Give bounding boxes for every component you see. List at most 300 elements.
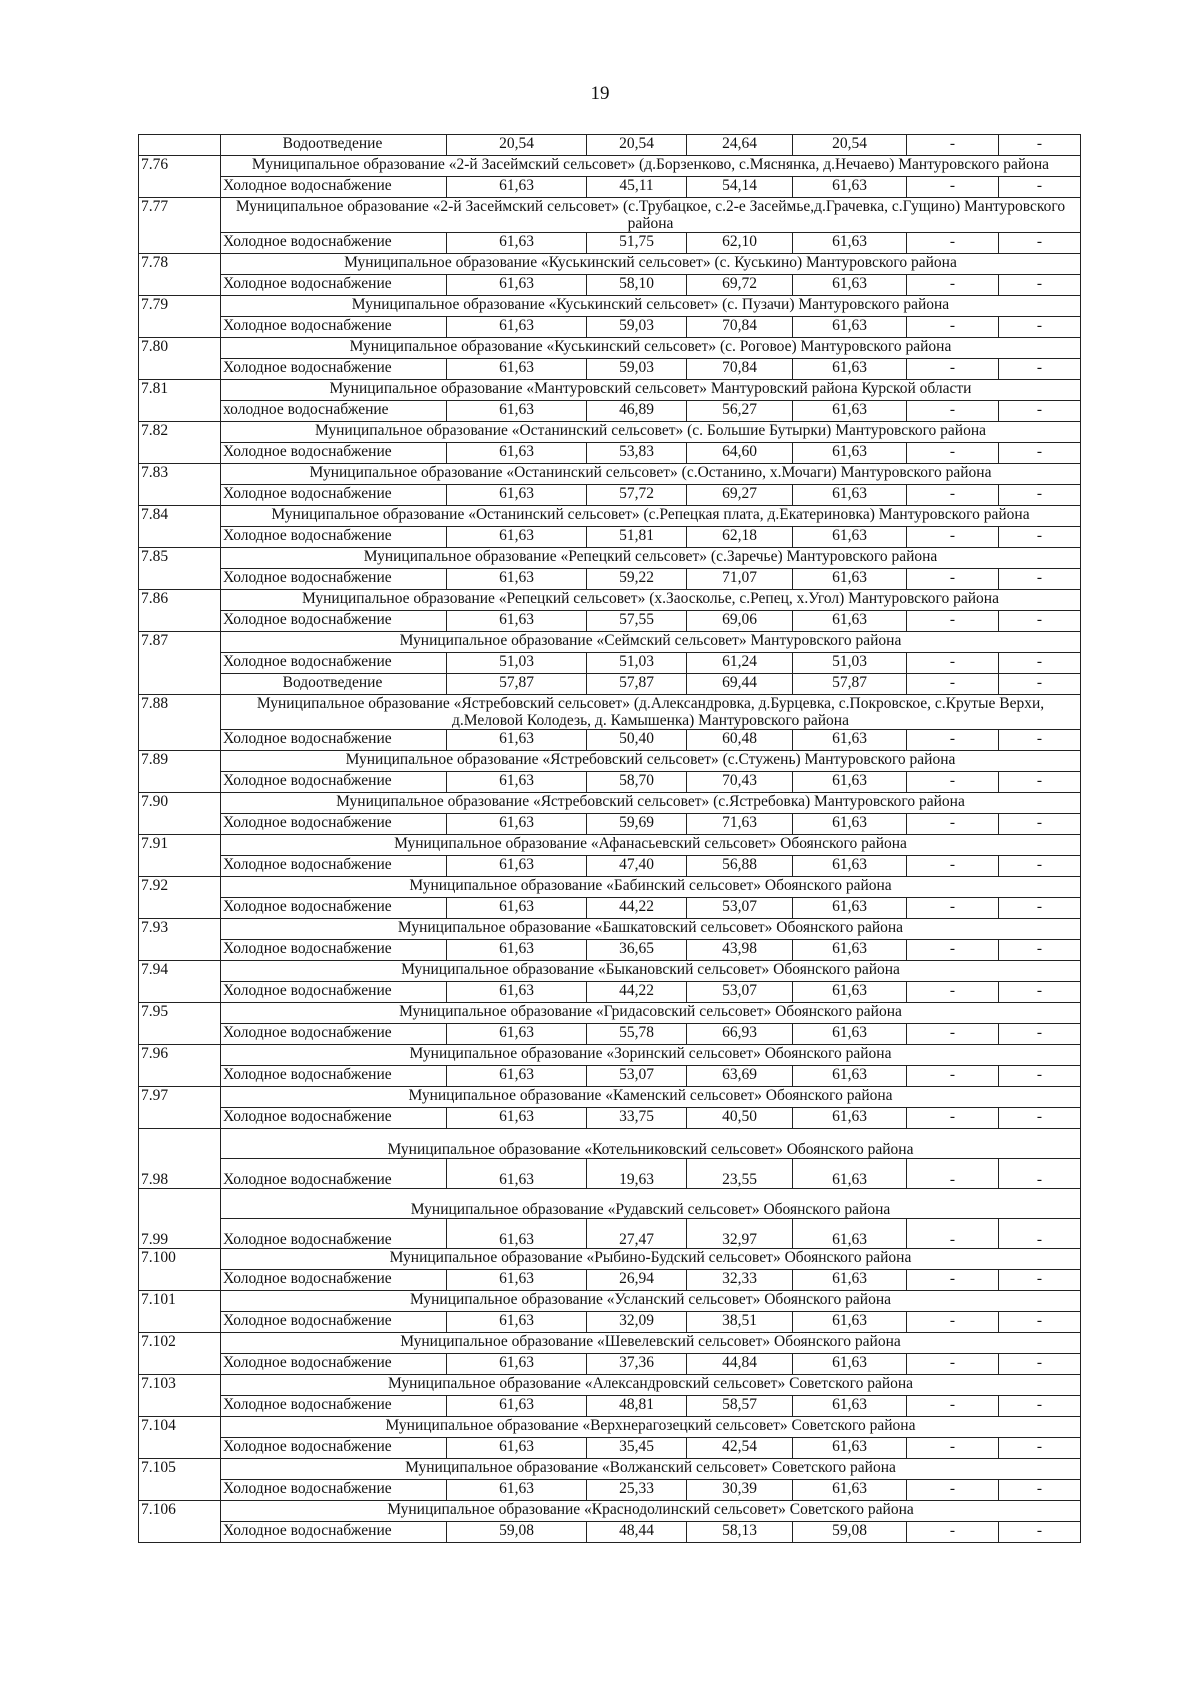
- service-cell: Холодное водоснабжение: [221, 1270, 447, 1291]
- tariff-value-cell: -: [999, 359, 1081, 380]
- table-row: [139, 674, 1081, 695]
- tariff-value-cell: 61,63: [447, 177, 587, 198]
- table-row: [139, 1159, 1081, 1189]
- table-row: [139, 275, 1081, 296]
- tariff-value-cell: -: [999, 1024, 1081, 1045]
- tariff-value-cell: -: [999, 674, 1081, 695]
- page-number: 19: [590, 83, 610, 104]
- service-cell: Водоотведение: [221, 135, 447, 156]
- section-number: 7.77: [139, 198, 221, 254]
- table-row: [139, 1396, 1081, 1417]
- service-cell: Холодное водоснабжение: [221, 275, 447, 296]
- row-number-cell: [139, 135, 221, 156]
- tariff-value-cell: -: [907, 772, 999, 793]
- tariff-value-cell: -: [999, 1480, 1081, 1501]
- tariff-value-cell: 61,63: [447, 814, 587, 835]
- table-row: [139, 1480, 1081, 1501]
- section-number: 7.106: [139, 1501, 221, 1543]
- tariff-value-cell: 61,63: [447, 1480, 587, 1501]
- tariff-value-cell: 59,08: [793, 1522, 907, 1543]
- tariff-value-cell: 59,69: [587, 814, 687, 835]
- tariff-value-cell: -: [907, 485, 999, 506]
- tariff-value-cell: 44,22: [587, 982, 687, 1003]
- tariff-value-cell: 42,54: [687, 1438, 793, 1459]
- municipality-title: Муниципальное образование «Афанасьевский сельсовет» Обоянского района: [221, 835, 1081, 856]
- tariff-value-cell: -: [999, 1219, 1081, 1249]
- tariff-value-cell: 69,06: [687, 611, 793, 632]
- section-header-row: [139, 156, 1081, 177]
- section-header-row: [139, 198, 1081, 233]
- section-number: 7.90: [139, 793, 221, 835]
- tariff-value-cell: 54,14: [687, 177, 793, 198]
- service-cell: Холодное водоснабжение: [221, 814, 447, 835]
- municipality-title: Муниципальное образование «Куськинский сельсовет» (с. Роговое) Мантуровского района: [221, 338, 1081, 359]
- tariff-value-cell: 61,63: [793, 1066, 907, 1087]
- tariff-value-cell: 69,72: [687, 275, 793, 296]
- tariff-value-cell: 61,63: [447, 1024, 587, 1045]
- tariff-value-cell: -: [907, 1396, 999, 1417]
- tariff-value-cell: 61,63: [447, 485, 587, 506]
- section-header-row: [139, 548, 1081, 569]
- service-cell: Холодное водоснабжение: [221, 1024, 447, 1045]
- tariff-value-cell: 61,63: [793, 898, 907, 919]
- service-cell: Холодное водоснабжение: [221, 569, 447, 590]
- tariff-value-cell: 25,33: [587, 1480, 687, 1501]
- tariff-value-cell: -: [907, 814, 999, 835]
- section-number: 7.98: [139, 1129, 221, 1189]
- municipality-title: Муниципальное образование «Ястребовский сельсовет» (с.Ястребовка) Мантуровского района: [221, 793, 1081, 814]
- tariff-value-cell: -: [907, 359, 999, 380]
- section-number: 7.89: [139, 751, 221, 793]
- service-cell: Холодное водоснабжение: [221, 730, 447, 751]
- service-cell: Холодное водоснабжение: [221, 233, 447, 254]
- tariff-value-cell: -: [999, 1270, 1081, 1291]
- municipality-title: Муниципальное образование «Быкановский сельсовет» Обоянского района: [221, 961, 1081, 982]
- tariff-value-cell: 47,40: [587, 856, 687, 877]
- section-number: 7.93: [139, 919, 221, 961]
- tariff-value-cell: 50,40: [587, 730, 687, 751]
- tariff-value-cell: 61,63: [447, 772, 587, 793]
- tariff-value-cell: 53,07: [587, 1066, 687, 1087]
- table-row: [139, 359, 1081, 380]
- table-row: [139, 1270, 1081, 1291]
- tariff-table: [138, 134, 1081, 1543]
- tariff-value-cell: 61,63: [447, 730, 587, 751]
- section-header-row: [139, 464, 1081, 485]
- municipality-title: Муниципальное образование «Краснодолинский сельсовет» Советского района: [221, 1501, 1081, 1522]
- service-cell: холодное водоснабжение: [221, 401, 447, 422]
- section-header-row: [139, 1459, 1081, 1480]
- tariff-value-cell: 61,63: [447, 527, 587, 548]
- section-header-row: [139, 835, 1081, 856]
- tariff-value-cell: -: [907, 443, 999, 464]
- section-header-row: [139, 1501, 1081, 1522]
- section-number: 7.88: [139, 695, 221, 751]
- service-cell: Холодное водоснабжение: [221, 1522, 447, 1543]
- section-header-row: [139, 1003, 1081, 1024]
- table-row: [139, 569, 1081, 590]
- section-number: 7.94: [139, 961, 221, 1003]
- tariff-value-cell: -: [999, 772, 1081, 793]
- tariff-value-cell: 61,63: [447, 1219, 587, 1249]
- tariff-value-cell: 62,18: [687, 527, 793, 548]
- municipality-title: Муниципальное образование «Мантуровский сельсовет» Мантуровский района Курской области: [221, 380, 1081, 401]
- tariff-value-cell: 61,63: [447, 401, 587, 422]
- municipality-title: Муниципальное образование «Волжанский сельсовет» Советского района: [221, 1459, 1081, 1480]
- tariff-value-cell: -: [907, 275, 999, 296]
- tariff-value-cell: 26,94: [587, 1270, 687, 1291]
- service-cell: Холодное водоснабжение: [221, 1438, 447, 1459]
- tariff-value-cell: 69,27: [687, 485, 793, 506]
- tariff-value-cell: 20,54: [793, 135, 907, 156]
- tariff-value-cell: 45,11: [587, 177, 687, 198]
- tariff-value-cell: 61,63: [447, 1312, 587, 1333]
- tariff-value-cell: 61,63: [793, 317, 907, 338]
- municipality-title: Муниципальное образование «Останинский сельсовет» (с.Репецкая плата, д.Екатериновка) Мантуровского района: [221, 506, 1081, 527]
- tariff-value-cell: 51,75: [587, 233, 687, 254]
- tariff-value-cell: -: [907, 1438, 999, 1459]
- tariff-value-cell: -: [907, 1108, 999, 1129]
- tariff-value-cell: 61,63: [793, 443, 907, 464]
- tariff-value-cell: 57,87: [447, 674, 587, 695]
- tariff-value-cell: -: [907, 940, 999, 961]
- tariff-value-cell: -: [999, 1312, 1081, 1333]
- tariff-value-cell: 61,63: [793, 569, 907, 590]
- tariff-value-cell: 43,98: [687, 940, 793, 961]
- service-cell: Холодное водоснабжение: [221, 856, 447, 877]
- tariff-value-cell: 37,36: [587, 1354, 687, 1375]
- tariff-value-cell: 61,63: [793, 814, 907, 835]
- tariff-value-cell: 27,47: [587, 1219, 687, 1249]
- tariff-value-cell: 61,63: [793, 1396, 907, 1417]
- tariff-value-cell: 48,81: [587, 1396, 687, 1417]
- tariff-value-cell: -: [999, 177, 1081, 198]
- tariff-value-cell: -: [999, 1522, 1081, 1543]
- service-cell: Холодное водоснабжение: [221, 1159, 447, 1189]
- section-number: 7.102: [139, 1333, 221, 1375]
- tariff-value-cell: -: [999, 485, 1081, 506]
- municipality-title: Муниципальное образование «Останинский сельсовет» (с.Останино, х.Мочаги) Мантуровского района: [221, 464, 1081, 485]
- tariff-value-cell: -: [907, 1354, 999, 1375]
- table-row: [139, 1312, 1081, 1333]
- section-number: 7.84: [139, 506, 221, 548]
- municipality-title: Муниципальное образование «Рыбино-Будский сельсовет» Обоянского района: [221, 1249, 1081, 1270]
- tariff-value-cell: 61,63: [793, 401, 907, 422]
- tariff-value-cell: 61,63: [447, 611, 587, 632]
- tariff-value-cell: -: [907, 1522, 999, 1543]
- tariff-value-cell: 53,07: [687, 982, 793, 1003]
- section-number: 7.85: [139, 548, 221, 590]
- tariff-value-cell: 61,63: [447, 898, 587, 919]
- tariff-value-cell: 61,63: [447, 359, 587, 380]
- service-cell: Холодное водоснабжение: [221, 317, 447, 338]
- tariff-value-cell: -: [999, 135, 1081, 156]
- tariff-value-cell: 61,63: [447, 940, 587, 961]
- tariff-value-cell: 20,54: [447, 135, 587, 156]
- service-cell: Холодное водоснабжение: [221, 1354, 447, 1375]
- section-header-row: [139, 296, 1081, 317]
- table-row: [139, 1354, 1081, 1375]
- municipality-title: Муниципальное образование «Шевелевский сельсовет» Обоянского района: [221, 1333, 1081, 1354]
- section-number: 7.101: [139, 1291, 221, 1333]
- tariff-value-cell: 61,63: [793, 1354, 907, 1375]
- tariff-value-cell: -: [999, 898, 1081, 919]
- section-number: 7.87: [139, 632, 221, 695]
- service-cell: Холодное водоснабжение: [221, 940, 447, 961]
- municipality-title: Муниципальное образование «Репецкий сельсовет» (с.Заречье) Мантуровского района: [221, 548, 1081, 569]
- tariff-value-cell: -: [999, 569, 1081, 590]
- tariff-value-cell: -: [999, 1354, 1081, 1375]
- section-header-row: [139, 422, 1081, 443]
- tariff-value-cell: 61,63: [447, 856, 587, 877]
- tariff-value-cell: 61,63: [447, 569, 587, 590]
- tariff-value-cell: 70,84: [687, 359, 793, 380]
- tariff-value-cell: 48,44: [587, 1522, 687, 1543]
- service-cell: Холодное водоснабжение: [221, 1312, 447, 1333]
- service-cell: Водоотведение: [221, 674, 447, 695]
- tariff-value-cell: 61,63: [793, 856, 907, 877]
- table-row: [139, 443, 1081, 464]
- tariff-value-cell: 61,63: [447, 1438, 587, 1459]
- table-row: [139, 233, 1081, 254]
- table-row: [139, 1219, 1081, 1249]
- tariff-value-cell: -: [907, 135, 999, 156]
- tariff-value-cell: 51,03: [587, 653, 687, 674]
- tariff-value-cell: -: [999, 527, 1081, 548]
- tariff-value-cell: 56,27: [687, 401, 793, 422]
- tariff-value-cell: 23,55: [687, 1159, 793, 1189]
- municipality-title: Муниципальное образование «Гридасовский сельсовет» Обоянского района: [221, 1003, 1081, 1024]
- table-row: [139, 1108, 1081, 1129]
- tariff-value-cell: 61,63: [447, 1396, 587, 1417]
- section-header-row: [139, 590, 1081, 611]
- municipality-title: Муниципальное образование «Александровский сельсовет» Советского района: [221, 1375, 1081, 1396]
- service-cell: Холодное водоснабжение: [221, 485, 447, 506]
- table-row: [139, 177, 1081, 198]
- table-row: [139, 940, 1081, 961]
- municipality-title: Муниципальное образование «Бабинский сельсовет» Обоянского района: [221, 877, 1081, 898]
- section-header-row: [139, 1291, 1081, 1312]
- tariff-value-cell: -: [907, 1480, 999, 1501]
- tariff-value-cell: 61,63: [793, 233, 907, 254]
- tariff-value-cell: 61,63: [447, 1270, 587, 1291]
- municipality-title: Муниципальное образование «Останинский сельсовет» (с. Большие Бутырки) Мантуровского района: [221, 422, 1081, 443]
- section-number: 7.86: [139, 590, 221, 632]
- section-number: 7.79: [139, 296, 221, 338]
- municipality-title: Муниципальное образование «Сеймский сельсовет» Мантуровского района: [221, 632, 1081, 653]
- tariff-value-cell: -: [907, 1159, 999, 1189]
- municipality-title: Муниципальное образование «Куськинский сельсовет» (с. Куськино) Мантуровского района: [221, 254, 1081, 275]
- tariff-value-cell: 69,44: [687, 674, 793, 695]
- tariff-value-cell: -: [907, 527, 999, 548]
- table-row: [139, 1066, 1081, 1087]
- section-number: 7.104: [139, 1417, 221, 1459]
- section-header-row: [139, 1087, 1081, 1108]
- tariff-table-body: [139, 135, 1081, 1543]
- municipality-title: Муниципальное образование «Каменский сельсовет» Обоянского района: [221, 1087, 1081, 1108]
- tariff-value-cell: 59,03: [587, 317, 687, 338]
- section-header-row: [139, 751, 1081, 772]
- table-row: [139, 317, 1081, 338]
- tariff-value-cell: -: [999, 1438, 1081, 1459]
- tariff-value-cell: 59,22: [587, 569, 687, 590]
- tariff-value-cell: -: [907, 177, 999, 198]
- section-number: 7.97: [139, 1087, 221, 1129]
- section-header-row: [139, 632, 1081, 653]
- service-cell: Холодное водоснабжение: [221, 359, 447, 380]
- tariff-value-cell: 61,63: [447, 1159, 587, 1189]
- tariff-value-cell: 61,63: [793, 1108, 907, 1129]
- tariff-value-cell: -: [907, 401, 999, 422]
- tariff-value-cell: 40,50: [687, 1108, 793, 1129]
- tariff-value-cell: 55,78: [587, 1024, 687, 1045]
- tariff-value-cell: -: [999, 1066, 1081, 1087]
- tariff-value-cell: 32,09: [587, 1312, 687, 1333]
- service-cell: Холодное водоснабжение: [221, 443, 447, 464]
- tariff-value-cell: 61,63: [793, 359, 907, 380]
- tariff-value-cell: -: [907, 569, 999, 590]
- table-row: [139, 653, 1081, 674]
- municipality-title: Муниципальное образование «Котельниковский сельсовет» Обоянского района: [221, 1129, 1081, 1159]
- service-cell: Холодное водоснабжение: [221, 1108, 447, 1129]
- tariff-value-cell: 51,03: [447, 653, 587, 674]
- section-header-row: [139, 695, 1081, 730]
- tariff-value-cell: -: [999, 401, 1081, 422]
- tariff-value-cell: 61,63: [793, 730, 907, 751]
- tariff-value-cell: 44,84: [687, 1354, 793, 1375]
- tariff-value-cell: 53,83: [587, 443, 687, 464]
- municipality-title: Муниципальное образование «Ястребовский сельсовет» (д.Александровка, д.Бурцевка, с.Покровское, с.Крутые Верхи, д.Меловой Колодезь, д. Камышенка) Мантуровского района: [221, 695, 1081, 730]
- section-header-row: [139, 506, 1081, 527]
- tariff-value-cell: 61,63: [447, 982, 587, 1003]
- section-header-row: [139, 1189, 1081, 1219]
- tariff-value-cell: 61,63: [793, 1480, 907, 1501]
- service-cell: Холодное водоснабжение: [221, 653, 447, 674]
- tariff-value-cell: 38,51: [687, 1312, 793, 1333]
- service-cell: Холодное водоснабжение: [221, 611, 447, 632]
- tariff-value-cell: 19,63: [587, 1159, 687, 1189]
- table-row: [139, 527, 1081, 548]
- tariff-value-cell: -: [907, 856, 999, 877]
- tariff-value-cell: 57,87: [587, 674, 687, 695]
- tariff-value-cell: 57,72: [587, 485, 687, 506]
- tariff-value-cell: 61,63: [793, 485, 907, 506]
- tariff-value-cell: -: [907, 674, 999, 695]
- section-number: 7.100: [139, 1249, 221, 1291]
- municipality-title: Муниципальное образование «2-й Засеймский сельсовет» (с.Трубацкое, с.2-е Засеймье,д.Грачевка, с.Гущино) Мантуровского района: [221, 198, 1081, 233]
- service-cell: Холодное водоснабжение: [221, 1396, 447, 1417]
- table-row: [139, 772, 1081, 793]
- tariff-value-cell: 66,93: [687, 1024, 793, 1045]
- tariff-value-cell: -: [999, 1396, 1081, 1417]
- tariff-value-cell: 61,63: [793, 177, 907, 198]
- tariff-value-cell: 61,63: [447, 233, 587, 254]
- section-number: 7.105: [139, 1459, 221, 1501]
- section-number: 7.91: [139, 835, 221, 877]
- tariff-value-cell: 61,63: [793, 940, 907, 961]
- table-row: [139, 485, 1081, 506]
- section-number: 7.76: [139, 156, 221, 198]
- tariff-value-cell: -: [907, 982, 999, 1003]
- municipality-title: Муниципальное образование «Репецкий сельсовет» (х.Заосколье, с.Репец, х.Угол) Мантуровского района: [221, 590, 1081, 611]
- section-header-row: [139, 877, 1081, 898]
- section-header-row: [139, 254, 1081, 275]
- service-cell: Холодное водоснабжение: [221, 527, 447, 548]
- tariff-value-cell: 61,63: [793, 611, 907, 632]
- municipality-title: Муниципальное образование «Рудавский сельсовет» Обоянского района: [221, 1189, 1081, 1219]
- tariff-value-cell: 58,57: [687, 1396, 793, 1417]
- section-number: 7.81: [139, 380, 221, 422]
- tariff-value-cell: 61,24: [687, 653, 793, 674]
- table-row: [139, 401, 1081, 422]
- section-header-row: [139, 793, 1081, 814]
- service-cell: Холодное водоснабжение: [221, 982, 447, 1003]
- service-cell: Холодное водоснабжение: [221, 772, 447, 793]
- tariff-value-cell: 59,03: [587, 359, 687, 380]
- tariff-value-cell: 57,87: [793, 674, 907, 695]
- tariff-value-cell: -: [999, 317, 1081, 338]
- tariff-value-cell: 61,63: [447, 1066, 587, 1087]
- tariff-value-cell: 36,65: [587, 940, 687, 961]
- section-header-row: [139, 380, 1081, 401]
- tariff-value-cell: 61,63: [793, 1438, 907, 1459]
- tariff-value-cell: -: [999, 856, 1081, 877]
- tariff-value-cell: 58,70: [587, 772, 687, 793]
- tariff-value-cell: -: [907, 653, 999, 674]
- municipality-title: Муниципальное образование «Усланский сельсовет» Обоянского района: [221, 1291, 1081, 1312]
- table-row: [139, 982, 1081, 1003]
- tariff-value-cell: 58,10: [587, 275, 687, 296]
- tariff-value-cell: 61,63: [793, 772, 907, 793]
- tariff-value-cell: 57,55: [587, 611, 687, 632]
- tariff-value-cell: 61,63: [447, 443, 587, 464]
- tariff-value-cell: -: [999, 653, 1081, 674]
- table-row: [139, 730, 1081, 751]
- tariff-value-cell: 32,33: [687, 1270, 793, 1291]
- tariff-value-cell: 51,81: [587, 527, 687, 548]
- table-row: [139, 611, 1081, 632]
- tariff-value-cell: -: [907, 611, 999, 632]
- tariff-value-cell: -: [907, 1024, 999, 1045]
- tariff-value-cell: -: [999, 814, 1081, 835]
- tariff-value-cell: 60,48: [687, 730, 793, 751]
- tariff-value-cell: 61,63: [793, 1219, 907, 1249]
- tariff-value-cell: -: [907, 233, 999, 254]
- tariff-value-cell: -: [907, 898, 999, 919]
- tariff-value-cell: 32,97: [687, 1219, 793, 1249]
- tariff-value-cell: -: [999, 1159, 1081, 1189]
- municipality-title: Муниципальное образование «Куськинский сельсовет» (с. Пузачи) Мантуровского района: [221, 296, 1081, 317]
- municipality-title: Муниципальное образование «Башкатовский сельсовет» Обоянского района: [221, 919, 1081, 940]
- service-cell: Холодное водоснабжение: [221, 1066, 447, 1087]
- tariff-value-cell: 63,69: [687, 1066, 793, 1087]
- tariff-value-cell: -: [999, 730, 1081, 751]
- tariff-value-cell: 30,39: [687, 1480, 793, 1501]
- section-number: 7.92: [139, 877, 221, 919]
- table-row: [139, 856, 1081, 877]
- section-header-row: [139, 1333, 1081, 1354]
- tariff-value-cell: 61,63: [447, 317, 587, 338]
- service-cell: Холодное водоснабжение: [221, 1219, 447, 1249]
- municipality-title: Муниципальное образование «Верхнерагозецкий сельсовет» Советского района: [221, 1417, 1081, 1438]
- tariff-value-cell: -: [907, 1312, 999, 1333]
- tariff-value-cell: 20,54: [587, 135, 687, 156]
- tariff-value-cell: -: [999, 940, 1081, 961]
- tariff-value-cell: -: [999, 443, 1081, 464]
- tariff-value-cell: 35,45: [587, 1438, 687, 1459]
- tariff-value-cell: 61,63: [793, 1024, 907, 1045]
- section-header-row: [139, 1417, 1081, 1438]
